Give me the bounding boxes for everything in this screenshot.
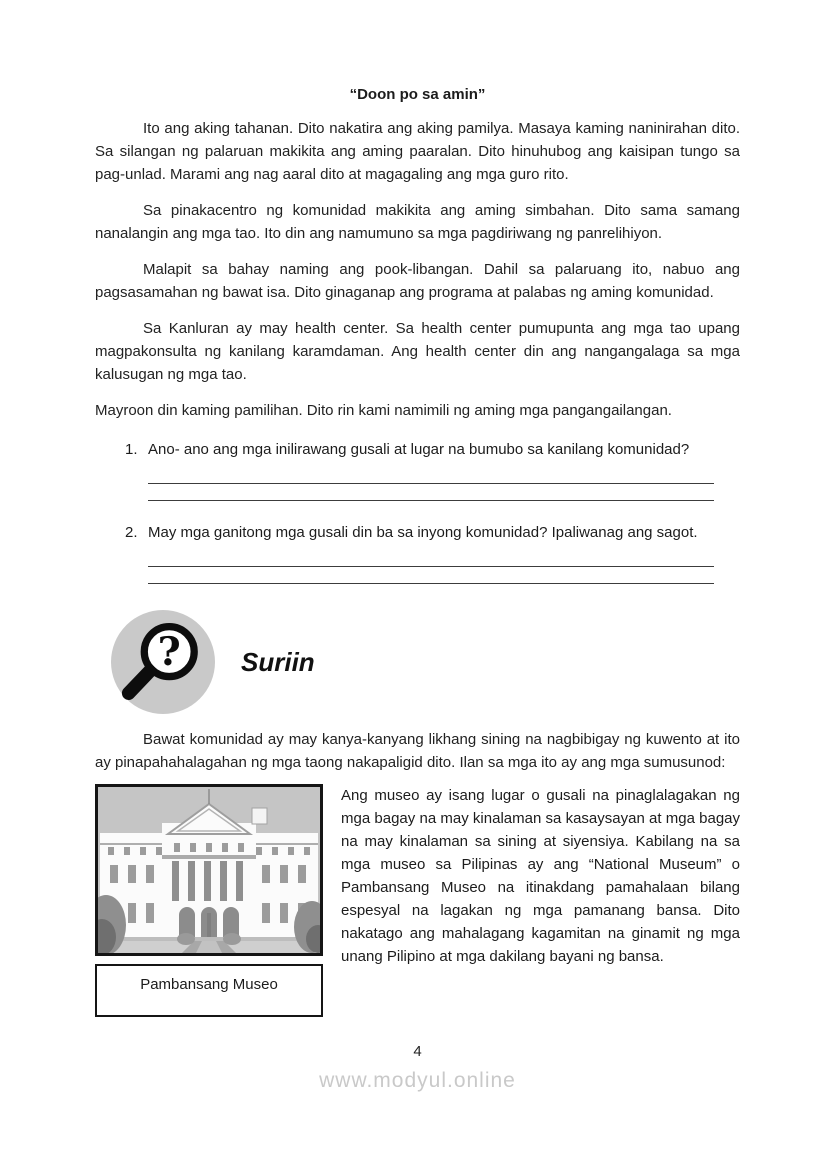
suriin-heading: Suriin (241, 646, 315, 677)
answer-lines (148, 467, 714, 501)
answer-line (148, 567, 714, 584)
national-museum-building-image (95, 784, 323, 956)
answer-line (148, 467, 714, 484)
question-item-1 (95, 438, 740, 501)
question-item-2 (95, 521, 740, 584)
museum-figure (95, 784, 327, 1017)
question-text: May mga ganitong mga gusali din ba sa inyong komunidad? Ipaliwanag ang sagot. (148, 524, 698, 541)
story-paragraph-2: Sa pinakacentro ng komunidad makikita ang aming simbahan. Dito sama samang nanalangin ang mga tao. Ito din ang namumuno sa mga pagdiriwang ng panrelihiyon. (95, 202, 740, 242)
question-text: Ano- ano ang mga inilirawang gusali at lugar na bumubo sa kanilang komunidad? (148, 441, 690, 458)
question-number: 2. (125, 524, 138, 541)
magnifier-question-icon (111, 610, 215, 714)
museum-description: Ang museo ay isang lugar o gusali na pinaglalagakan ng mga bagay na may kinalaman sa kasaysayan at mga bagay na may kinalaman sa sining at siyensiya. Kabilang na sa mga museo sa Pilipinas ay ang “National Museum” o Pambansang Museo na itinakdang pamahalaan bilang espesyal na lagakan ng mga pamanang bansa. Dito nakatago ang mahalagang kagamitan na ginamit ng mga unang Pilipino at mga dakilang bayani ng bansa. (341, 787, 740, 965)
story-paragraph-1: Ito ang aking tahanan. Dito nakatira ang aking pamilya. Masaya kaming naninirahan dito. Sa silangan ng palaruan makikita ang aming paaralan. Dito hinuhubog ang kaisipan tungo sa pag-unlad. Marami ang nag aaral dito at magagaling ang mga guro rito. (95, 120, 740, 183)
answer-line (148, 484, 714, 501)
story-paragraph-5: Mayroon din kaming pamilihan. Dito rin kami namimili ng aming mga pangangailangan. (95, 402, 672, 419)
museum-caption: Pambansang Museo (140, 976, 278, 993)
page-title: “Doon po sa amin” (349, 86, 486, 103)
question-number: 1. (125, 441, 138, 458)
story-paragraph-4: Sa Kanluran ay may health center. Sa health center pumupunta ang mga tao upang magpakonsulta ng kanilang karamdaman. Ang health center din ang nangangalaga sa mga kalusugan ng mga tao. (95, 320, 740, 383)
suriin-intro-paragraph: Bawat komunidad ay may kanya-kanyang likhang sining na nagbibigay ng kuwento at ito ay pinapahahalagahan ng mga taong nakapaligid dito. Ilan sa mga ito ay ang mga sumusunod: (95, 731, 740, 771)
svg-text:?: ? (157, 629, 181, 676)
watermark: www.modyul.online (319, 1069, 516, 1092)
suriin-section-header (111, 610, 740, 714)
answer-lines (148, 550, 714, 584)
museum-caption-box (95, 964, 323, 1017)
museum-figure-section (95, 784, 740, 1017)
story-paragraph-3: Malapit sa bahay naming ang pook-libangan. Dahil sa palaruang ito, nabuo ang pagsasamahan ng bawat isa. Dito ginaganap ang programa at palabas ng aming komunidad. (95, 261, 740, 301)
answer-line (148, 550, 714, 567)
page-number: 4 (413, 1043, 422, 1060)
